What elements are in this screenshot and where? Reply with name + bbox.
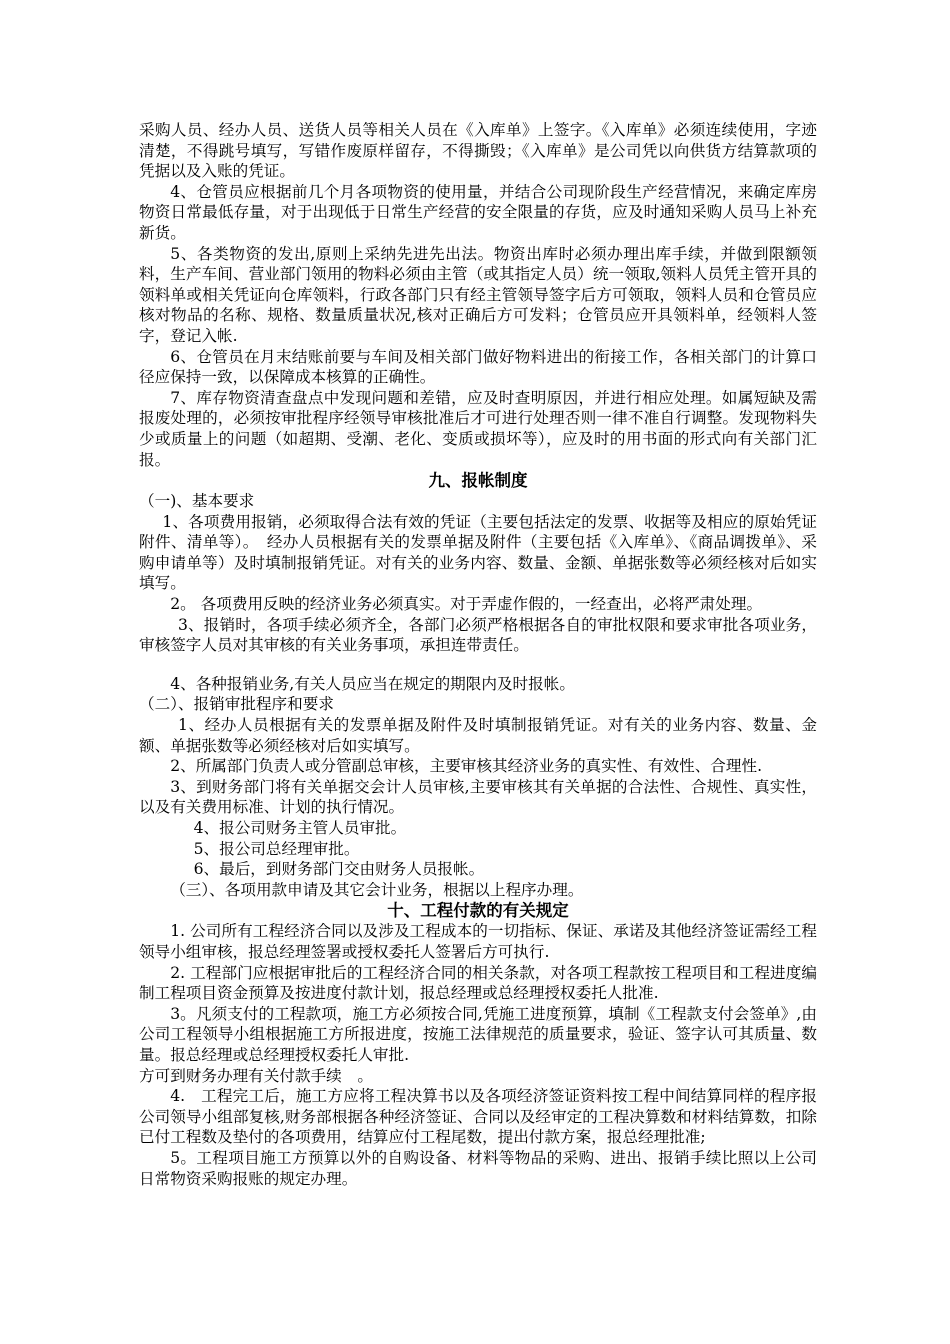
paragraph-final-settlement: 4. 工程完工后，施工方应将工程决算书以及各项经济签证资料按工程中间结算同样的程序报公司领导小组部复核,财务部根据各种经济签证、合同以及经审定的工程决算数和材料结算数，扣除已付工程数及垫付的各项费用，结算应付工程尾数，提出付款方案，报总经理批准; (139, 1087, 817, 1147)
paragraph-contract-review: 1. 公司所有工程经济合同以及涉及工程成本的一切指标、保证、承诺及其他经济签证需经工程领导小组审核，报总经理签署或授权委托人签署后方可执行. (139, 922, 817, 961)
paragraph-finance-manager-approval: 4、报公司财务主管人员审批。 (193, 819, 407, 837)
paragraph-department-review: 2、所属部门负责人或分管副总审核，主要审核其经济业务的真实性、有效性、合理性. (170, 757, 763, 776)
paragraph-timely-reimbursement: 4、各种报销业务,有关人员应当在规定的期限内及时报帐。 (170, 674, 575, 693)
blank-line (139, 656, 817, 674)
subsection-approval-procedure: （二）、报销审批程序和要求 (139, 695, 334, 714)
paragraph-payment-signoff-cont: 方可到财务办理有关付款手续 。 (139, 1066, 373, 1085)
subsection-other-payments: （三）、各项用款申请及其它会计业务，根据以上程序办理。 (170, 880, 584, 899)
document-page (139, 120, 817, 1189)
paragraph-self-purchase: 5。工程项目施工方预算以外的自购设备、材料等物品的采购、进出、报销手续比照以上公司日常物资采购报账的规定办理。 (139, 1148, 817, 1188)
paragraph-accounting-review: 3、到财务部门将有关单据交会计人员审核,主要审核其有关单据的合法性、合规性、真实性，以及有关费用标准、计划的执行情况。 (139, 777, 817, 817)
paragraph-final-reimbursement: 6、最后，到财务部门交由财务人员报帐。 (193, 860, 485, 879)
paragraph-payment-signoff: 3。凡须支付的工程款项，施工方必须按合同,凭施工进度预算，填制《工程款支付会签单》,由公司工程领导小组根据施工方所报进度，按施工法律规范的质量要求，验证、签字认可其质量、数量。报总经理或总经理授权委托人审批. (139, 1004, 817, 1064)
paragraph-receipt-signing: 采购人员、经办人员、送货人员等相关人员在《入库单》上签字。《入库单》必须连续使用，字迹清楚，不得跳号填写，写错作废原样留存，不得撕毁；《入库单》是公司凭以向供货方结算款项的凭据以及入账的凭证。 (139, 121, 817, 181)
paragraph-budget-plan: 2. 工程部门应根据审批后的工程经济合同的相关条款，对各项工程款按工程项目和工程进度编制工程项目资金预算及按进度付款计划，报总经理或总经理授权委托人批准. (139, 963, 817, 1003)
subsection-basic-requirements: （一)、基本要求 (139, 492, 255, 511)
section-title-reimbursement: 九、报帐制度 (428, 471, 528, 491)
paragraph-valid-vouchers: 1、各项费用报销，必须取得合法有效的凭证（主要包括法定的发票、收据等及相应的原始凭证附件、清单等）。 经办人员根据有关的发票单据及附件（主要包括《入库单》、《商品调拨单》、采购申请单等）及时填制报销凭证。对有关的业务内容、数量、金额、单据张数等必须经核对后如实填写。 (139, 512, 817, 593)
paragraph-inventory-check: 7、库存物资清查盘点中发现问题和差错，应及时查明原因，并进行相应处理。如属短缺及需报废处理的，必须按审批程序经领导审核批准后才可进行处理否则一律不准自行调整。发现物料失少或质量上的问题（如超期、受潮、老化、变质或损坏等），应及时的用书面的形式向有关部门汇报。 (139, 388, 817, 469)
paragraph-month-end: 6、仓管员在月末结账前要与车间及相关部门做好物料进出的衔接工作，各相关部门的计算口径应保持一致，以保障成本核算的正确性。 (139, 347, 817, 387)
section-title-engineering-payment: 十、工程付款的有关规定 (387, 901, 569, 921)
paragraph-complete-procedures: 3、报销时，各项手续必须齐全，各部门必须严格根据各自的审批权限和要求审批各项业务，审核签字人员对其审核的有关业务事项，承担连带责任。 (139, 615, 817, 655)
paragraph-general-manager-approval: 5、报公司总经理审批。 (193, 839, 360, 858)
paragraph-minimum-stock: 4、仓管员应根据前几个月各项物资的使用量，并结合公司现阶段生产经营情况，来确定库房物资日常最低存量，对于出现低于日常生产经营的安全限量的存货，应及时通知采购人员马上补充新货。 (139, 182, 817, 242)
paragraph-truthful-business: 2。 各项费用反映的经济业务必须真实。对于弄虚作假的，一经查出，必将严肃处理。 (170, 595, 763, 614)
paragraph-fill-voucher: 1、经办人员根据有关的发票单据及附件及时填制报销凭证。对有关的业务内容、数量、金额、单据张数等必须经核对后如实填写。 (139, 716, 817, 755)
paragraph-fifo-issue: 5、各类物资的发出,原则上采纳先进先出法。物资出库时必须办理出库手续，并做到限额领料，生产车间、营业部门领用的物料必须由主管（或其指定人员）统一领取,领料人员凭主管开具的领料单或相关凭证向仓库领料，行政各部门只有经主管领导签字后方可领取，领料人员和仓管员应核对物品的名称、规格、数量质量状况,核对正确后方可发料；仓管员应开具领料单，经领料人签字，登记入帐. (139, 244, 817, 345)
